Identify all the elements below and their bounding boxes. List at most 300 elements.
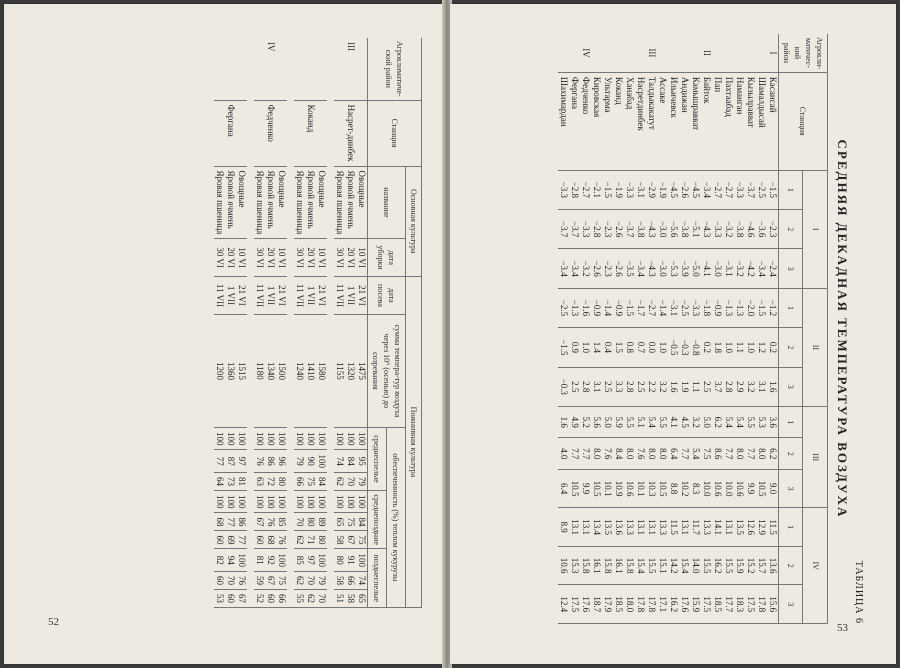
harvest-cell: 30 VI <box>214 239 225 277</box>
value-cell: 94 <box>225 549 236 572</box>
zone-cell <box>745 34 756 72</box>
value-cell: 17.1 <box>657 585 668 624</box>
value-cell: 18.0 <box>624 585 635 624</box>
value-cell: −3.2 <box>723 210 734 249</box>
table-row <box>657 34 668 624</box>
value-cell: 1.0 <box>723 328 734 367</box>
value-cell: 75 <box>345 513 356 531</box>
value-cell: 0.7 <box>635 328 646 367</box>
header-crop-name: название <box>368 166 406 239</box>
value-cell: 100 <box>334 490 345 513</box>
value-cell: 5.6 <box>591 406 602 437</box>
value-cell: 10.0 <box>723 469 734 507</box>
table-row <box>236 38 247 608</box>
value-cell: −3.4 <box>756 249 767 288</box>
value-cell: 58 <box>334 531 345 549</box>
value-cell: 70 <box>305 571 316 589</box>
value-cell: 74 <box>334 450 345 473</box>
value-cell: 2.5 <box>635 367 646 406</box>
station-cell: Пахтаабад <box>723 72 734 170</box>
zone-cell: III <box>334 38 368 100</box>
value-cell: 90 <box>305 450 316 473</box>
sowing-cell: 11 VII <box>214 277 225 315</box>
crop-cell: Яровая пшеница <box>254 166 265 239</box>
value-cell: 10.6 <box>734 469 745 507</box>
value-cell: 16.1 <box>613 546 624 584</box>
value-cell: 10.5 <box>591 469 602 507</box>
harvest-cell: 20 VI <box>225 239 236 277</box>
value-cell: −0.5 <box>668 328 679 367</box>
value-cell: 15.5 <box>723 546 734 584</box>
value-cell: 53 <box>214 589 225 607</box>
value-cell: 11.5 <box>767 508 779 546</box>
value-cell: 18.3 <box>734 585 745 624</box>
value-cell: −3.8 <box>635 210 646 249</box>
value-cell: 1.2 <box>756 328 767 367</box>
value-cell: −3.2 <box>734 249 745 288</box>
value-cell: 84 <box>356 513 368 531</box>
value-cell: 13.1 <box>646 508 657 546</box>
header-station: Станция <box>779 72 828 170</box>
value-cell: 5.4 <box>734 406 745 437</box>
value-cell: −3.7 <box>569 210 580 249</box>
value-cell: 58 <box>334 571 345 589</box>
value-cell: 79 <box>356 472 368 490</box>
value-cell: 13.5 <box>734 508 745 546</box>
value-cell: 80 <box>276 472 287 490</box>
value-cell: −3.8 <box>734 210 745 249</box>
decade-header: 2 <box>779 438 804 469</box>
zone-cell: I <box>767 34 779 72</box>
value-cell: 100 <box>305 427 316 450</box>
value-cell: 16.2 <box>668 585 679 624</box>
value-cell: 1.9 <box>679 367 690 406</box>
value-cell: 100 <box>345 427 356 450</box>
value-cell: −3.6 <box>756 210 767 249</box>
value-cell: 76 <box>254 450 265 473</box>
value-cell: 18.7 <box>591 585 602 624</box>
header-main-crop: Основная культура <box>406 166 422 276</box>
value-cell: 85 <box>294 549 305 572</box>
value-cell: −3.1 <box>635 170 646 209</box>
value-cell: 15.5 <box>701 546 712 584</box>
value-cell: 100 <box>214 427 225 450</box>
value-cell: 3.6 <box>767 406 779 437</box>
value-cell: 17.5 <box>701 585 712 624</box>
value-cell: 63 <box>254 472 265 490</box>
value-cell: 75 <box>305 472 316 490</box>
value-cell: 100 <box>316 427 327 450</box>
crop-provision-table <box>214 38 422 608</box>
value-cell: −3.4 <box>569 249 580 288</box>
value-cell: 0.4 <box>602 328 613 367</box>
decade-header: 2 <box>779 210 804 249</box>
value-cell: 10.6 <box>712 469 723 507</box>
value-cell: −0.9 <box>613 288 624 327</box>
value-cell: −3.4 <box>701 170 712 209</box>
station-cell: Ассаке <box>657 72 668 170</box>
value-cell: 5.0 <box>602 406 613 437</box>
value-cell: 60 <box>214 531 225 549</box>
value-cell: 76 <box>265 513 276 531</box>
decade-header: 1 <box>779 406 804 437</box>
value-cell: −2.8 <box>591 210 602 249</box>
header-sowing-date: дата посева <box>368 277 406 315</box>
decade-header: 2 <box>779 546 804 584</box>
value-cell: 5.5 <box>745 406 756 437</box>
value-cell: −1.7 <box>635 288 646 327</box>
value-cell: 7.5 <box>701 438 712 469</box>
value-cell: 17.5 <box>569 585 580 624</box>
value-cell: −1.4 <box>657 288 668 327</box>
left-table-container <box>62 38 422 608</box>
sowing-cell: 21 VI <box>276 277 287 315</box>
value-cell: −3.3 <box>734 170 745 209</box>
value-cell: 7.7 <box>679 438 690 469</box>
station-cell: Байток <box>701 72 712 170</box>
value-cell: 2.5 <box>701 367 712 406</box>
value-cell: −3.3 <box>690 288 701 327</box>
value-cell: 100 <box>356 549 368 572</box>
table-row <box>734 34 745 624</box>
value-cell: 15.7 <box>756 546 767 584</box>
right-table-body <box>558 34 779 624</box>
table-row <box>668 34 679 624</box>
value-cell: 2.5 <box>569 367 580 406</box>
value-cell: 2.2 <box>646 367 657 406</box>
value-cell: 1.5 <box>613 328 624 367</box>
value-cell: 67 <box>236 589 247 607</box>
value-cell: 13.3 <box>701 508 712 546</box>
value-cell: 2.8 <box>580 367 591 406</box>
value-cell: 65 <box>334 513 345 531</box>
sowing-cell: 11 VII <box>294 277 305 315</box>
value-cell: 86 <box>265 450 276 473</box>
value-cell: 100 <box>276 490 287 513</box>
table-row <box>276 38 287 608</box>
right-table-container <box>484 34 864 624</box>
harvest-cell: 30 VI <box>254 239 265 277</box>
value-cell: 4.5 <box>679 406 690 437</box>
harvest-cell: 10 VI <box>236 239 247 277</box>
value-cell: 0.2 <box>701 328 712 367</box>
harvest-cell: 30 VI <box>294 239 305 277</box>
value-cell: 100 <box>305 490 316 513</box>
header-late: позднеспелые <box>368 549 387 608</box>
value-cell: 13.3 <box>657 508 668 546</box>
value-cell: 9.0 <box>767 469 779 507</box>
value-cell: −2.0 <box>745 288 756 327</box>
header-station: Станция <box>368 100 422 166</box>
zone-cell <box>624 34 635 72</box>
value-cell: 84 <box>345 450 356 473</box>
value-cell: −2.7 <box>723 170 734 209</box>
left-table-body <box>214 38 368 608</box>
value-cell: 68 <box>214 513 225 531</box>
page-number-right: 53 <box>837 622 848 634</box>
header-medium: среднепоздние <box>368 490 387 549</box>
value-cell: 97 <box>305 549 316 572</box>
value-cell: 1.0 <box>657 328 668 367</box>
sowing-cell: 21 VI <box>236 277 247 315</box>
value-cell: −2.3 <box>767 210 779 249</box>
header-zone: Агроклиматиче-ский район <box>368 38 422 100</box>
decade-header: 3 <box>779 585 804 624</box>
value-cell: 80 <box>316 531 327 549</box>
value-cell: 3.2 <box>657 367 668 406</box>
value-cell: 17.5 <box>745 585 756 624</box>
value-cell: 18.5 <box>712 585 723 624</box>
value-cell: 55 <box>294 589 305 607</box>
table-row <box>569 34 580 624</box>
value-cell: 77 <box>236 531 247 549</box>
value-cell: −1.4 <box>602 288 613 327</box>
value-cell: 17.8 <box>635 585 646 624</box>
value-cell: 70 <box>345 472 356 490</box>
value-cell: 85 <box>276 513 287 531</box>
table-row <box>558 34 569 624</box>
value-cell: 8.0 <box>734 438 745 469</box>
harvest-cell: 30 VI <box>334 239 345 277</box>
value-cell: −1.5 <box>558 328 569 367</box>
value-cell: −2.6 <box>613 249 624 288</box>
value-cell: 1.8 <box>712 328 723 367</box>
value-cell: 10.6 <box>624 469 635 507</box>
value-cell: 1.6 <box>668 367 679 406</box>
station-cell: Талдыкакатут <box>646 72 657 170</box>
value-cell: 77 <box>214 450 225 473</box>
value-cell: 8.0 <box>591 438 602 469</box>
value-cell: 5.2 <box>580 406 591 437</box>
value-cell: −0.9 <box>712 288 723 327</box>
value-cell: 82 <box>214 549 225 572</box>
value-cell: 62 <box>294 531 305 549</box>
value-cell: −5.3 <box>668 249 679 288</box>
value-cell: 12.4 <box>558 585 569 624</box>
value-cell: 7.7 <box>723 438 734 469</box>
value-cell: 100 <box>316 549 327 572</box>
sum-cell: 1500 <box>276 314 287 427</box>
value-cell: −4.6 <box>745 210 756 249</box>
value-cell: 52 <box>254 589 265 607</box>
sum-cell: 1200 <box>214 314 225 427</box>
value-cell: 5.4 <box>723 406 734 437</box>
sum-cell: 1155 <box>334 314 345 427</box>
value-cell: −2.6 <box>679 170 690 209</box>
value-cell: 16.1 <box>591 546 602 584</box>
value-cell: 5.4 <box>690 438 701 469</box>
crop-cell: Овощные <box>316 166 327 239</box>
value-cell: 15.4 <box>679 546 690 584</box>
value-cell: 10.3 <box>646 469 657 507</box>
zone-cell <box>635 34 646 72</box>
zone-cell <box>690 34 701 72</box>
harvest-cell: 10 VI <box>316 239 327 277</box>
crop-cell: Овощные <box>236 166 247 239</box>
value-cell: −3.2 <box>580 249 591 288</box>
station-cell: Шамалдысай <box>756 72 767 170</box>
zone-cell: III <box>646 34 657 72</box>
value-cell: −4.5 <box>690 170 701 209</box>
value-cell: 91 <box>345 549 356 572</box>
sum-cell: 1240 <box>294 314 305 427</box>
header-month-3: III <box>803 406 828 507</box>
sowing-cell: 1 VII <box>345 277 356 315</box>
value-cell: −3.1 <box>723 249 734 288</box>
value-cell: −5.0 <box>690 249 701 288</box>
value-cell: 4.0 <box>558 438 569 469</box>
value-cell: −2.7 <box>712 170 723 209</box>
decade-header: 1 <box>779 288 804 327</box>
value-cell: 8.0 <box>657 438 668 469</box>
value-cell: 6.4 <box>668 438 679 469</box>
value-cell: −3.7 <box>558 210 569 249</box>
value-cell: 11.7 <box>690 508 701 546</box>
value-cell: 3.1 <box>591 367 602 406</box>
value-cell: 1.6 <box>558 406 569 437</box>
sum-cell: 1320 <box>345 314 356 427</box>
station-cell: Ультарма <box>602 72 613 170</box>
value-cell: 100 <box>236 490 247 513</box>
value-cell: 62 <box>305 589 316 607</box>
value-cell: 1.0 <box>745 328 756 367</box>
station-cell: Ильичевск <box>668 72 679 170</box>
value-cell: 100 <box>265 427 276 450</box>
value-cell: −2.3 <box>602 249 613 288</box>
value-cell: −4.2 <box>745 249 756 288</box>
value-cell: 10.1 <box>635 469 646 507</box>
left-page <box>4 4 444 664</box>
value-cell: −5.6 <box>668 210 679 249</box>
value-cell: 8.6 <box>712 438 723 469</box>
zone-cell <box>712 34 723 72</box>
value-cell: 1.1 <box>690 367 701 406</box>
table-row <box>646 34 657 624</box>
value-cell: 71 <box>305 531 316 549</box>
crop-cell: Овощные <box>356 166 368 239</box>
value-cell: 6.2 <box>767 438 779 469</box>
value-cell: 65 <box>356 589 368 607</box>
value-cell: 70 <box>294 513 305 531</box>
sowing-cell: 11 VII <box>254 277 265 315</box>
right-page <box>450 4 896 664</box>
value-cell: 17.6 <box>580 585 591 624</box>
station-cell: Андижан <box>679 72 690 170</box>
value-cell: 12.6 <box>745 508 756 546</box>
value-cell: −5.1 <box>690 210 701 249</box>
crop-cell: Яровая пшеница <box>334 166 345 239</box>
station-cell: Насрет-динбек <box>334 100 368 166</box>
harvest-cell: 20 VI <box>345 239 356 277</box>
value-cell: −1.5 <box>602 170 613 209</box>
zone-cell: IV <box>254 38 287 100</box>
value-cell: 5.5 <box>657 406 668 437</box>
header-month-2: II <box>803 288 828 406</box>
value-cell: −1.8 <box>701 288 712 327</box>
value-cell: 87 <box>225 450 236 473</box>
value-cell: 5.1 <box>635 406 646 437</box>
value-cell: −1.3 <box>723 288 734 327</box>
page-number-left: 52 <box>48 616 59 628</box>
value-cell: 10.6 <box>558 546 569 584</box>
station-cell: Федченко <box>254 100 287 166</box>
group-gap <box>327 38 334 608</box>
value-cell: 3.3 <box>613 367 624 406</box>
value-cell: 13.1 <box>723 508 734 546</box>
value-cell: 1.0 <box>580 328 591 367</box>
value-cell: 100 <box>316 490 327 513</box>
value-cell: −2.5 <box>679 288 690 327</box>
zone-cell: IV <box>580 34 591 72</box>
value-cell: 5.3 <box>756 406 767 437</box>
value-cell: 79 <box>316 571 327 589</box>
value-cell: 8.3 <box>690 469 701 507</box>
table-row <box>624 34 635 624</box>
sowing-cell: 21 VI <box>356 277 368 315</box>
value-cell: 62 <box>334 472 345 490</box>
decade-header: 1 <box>779 170 804 209</box>
station-cell: Фергана <box>569 72 580 170</box>
value-cell: 13.6 <box>767 546 779 584</box>
value-cell: 100 <box>225 427 236 450</box>
value-cell: 11.5 <box>668 508 679 546</box>
table-row <box>745 34 756 624</box>
value-cell: −0.9 <box>591 288 602 327</box>
table-label: ТАБЛИЦА 6 <box>853 560 864 624</box>
value-cell: 1.1 <box>734 328 745 367</box>
value-cell: 97 <box>236 450 247 473</box>
value-cell: 100 <box>236 549 247 572</box>
value-cell: 67 <box>254 513 265 531</box>
value-cell: −3.7 <box>624 210 635 249</box>
zone-cell <box>214 38 247 100</box>
crop-cell: Яровая пшеница <box>294 166 305 239</box>
value-cell: −1.3 <box>734 288 745 327</box>
value-cell: 4.1 <box>668 406 679 437</box>
value-cell: 70 <box>225 571 236 589</box>
value-cell: 10.5 <box>569 469 580 507</box>
table-row <box>701 34 712 624</box>
value-cell: 13.4 <box>591 508 602 546</box>
station-cell: Коканд <box>294 100 327 166</box>
value-cell: −2.7 <box>580 170 591 209</box>
value-cell: 5.4 <box>646 406 657 437</box>
station-cell: Шахимардан <box>558 72 569 170</box>
table-row <box>679 34 690 624</box>
value-cell: 13.1 <box>580 508 591 546</box>
value-cell: 3.1 <box>756 367 767 406</box>
value-cell: 73 <box>225 472 236 490</box>
value-cell: −3.8 <box>679 210 690 249</box>
value-cell: 79 <box>294 450 305 473</box>
value-cell: 2.9 <box>734 367 745 406</box>
value-cell: 66 <box>294 472 305 490</box>
value-cell: 100 <box>236 427 247 450</box>
value-cell: 17.6 <box>679 585 690 624</box>
value-cell: 7.6 <box>635 438 646 469</box>
decade-header: 2 <box>779 328 804 367</box>
value-cell: 100 <box>276 427 287 450</box>
value-cell: 3.2 <box>690 406 701 437</box>
station-cell: Коканд <box>613 72 624 170</box>
harvest-cell: 20 VI <box>265 239 276 277</box>
value-cell: 76 <box>276 531 287 549</box>
table-row <box>602 34 613 624</box>
value-cell: 58 <box>345 589 356 607</box>
value-cell: 6.2 <box>712 406 723 437</box>
value-cell: 15.9 <box>690 585 701 624</box>
value-cell: 15.1 <box>657 546 668 584</box>
